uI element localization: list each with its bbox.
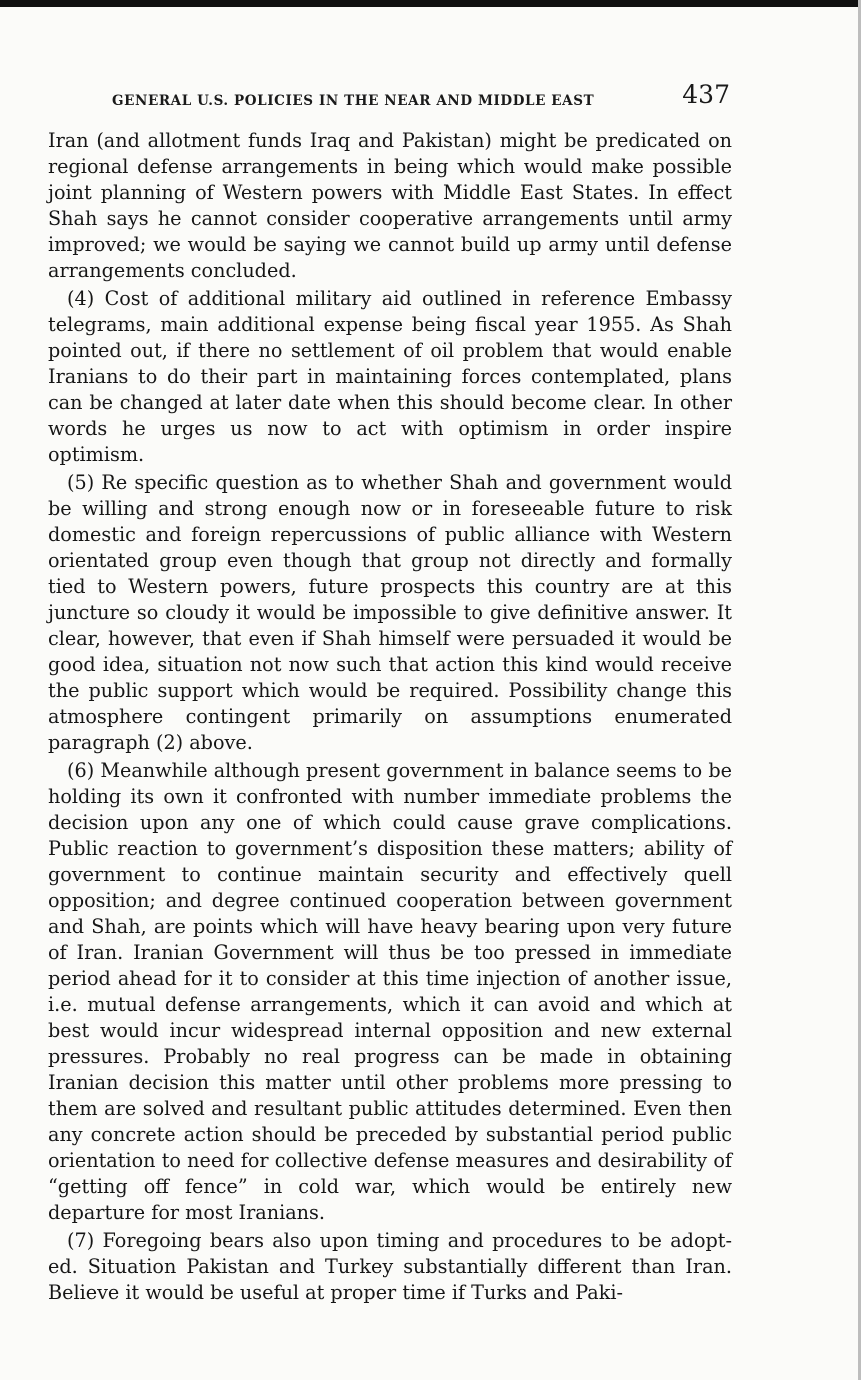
top-border — [0, 0, 861, 7]
paragraph-7: (7) Foregoing bears also upon timing and procedures to be adopted. Situation Pakistan and Turkey substantially different than Iran. Believe it would be useful at proper time if Turks and Paki- — [48, 1229, 732, 1304]
paragraph-4: (4) Cost of additional military aid outlined in reference Embassy telegrams, main additional expense being fiscal year 1955. As Shah pointed out, if there no settlement of oil problem that would enable Iranians to do their part in maintaining forces contemplated, plans can be changed at later date when this should become clear. In other words he urges us now to act with optimism in order inspire optimism. — [48, 287, 732, 466]
paragraph-6: (6) Meanwhile although present government in balance seems to be holding its own it confronted with number immediate problems the decision upon any one of which could cause grave complications. Public reaction to government’s disposition these matters; ability of government to continue maintain security and effectively quell opposition; and degree continued cooperation between government and Shah, are points which will have heavy bearing upon very future of Iran. Iranian Government will thus be too pressed in immediate period ahead for it to consider at this time injection of another issue, i.e. mutual defense arrangements, which it can avoid and which at best would incur widespread internal opposition and new external pressures. Probably no real progress can be made in obtaining Iranian decision this matter until other problems more pressing to them are solved and resultant public attitudes determined. Even then any concrete action should be preceded by substantial period public orientation to need for collective defense measures and desirability of “getting off fence” in cold war, which would be entirely new departure for most Iranians. — [48, 759, 732, 1224]
paragraph-continued: Iran (and allotment funds Iraq and Pakistan) might be predicated on regional defense arrangements in being which would make possible joint planning of Western powers with Middle East States. In effect Shah says he cannot consider cooperative arrangements until army improved; we would be saying we cannot build up army until defense arrangements concluded. — [48, 129, 732, 282]
body-text — [48, 128, 732, 1306]
page-number: 437 — [682, 80, 730, 109]
running-head: GENERAL U.S. POLICIES IN THE NEAR AND MIDDLE EAST — [112, 93, 595, 109]
page-header — [48, 80, 732, 114]
paragraph-5: (5) Re specific question as to whether Shah and government would be willing and strong enough now or in foreseeable future to risk domestic and foreign repercussions of public alliance with Western orientated group even though that group not directly and formally tied to Western powers, future prospects this country are at this juncture so cloudy it would be impossible to give definitive answer. It clear, however, that even if Shah himself were persuaded it would be good idea, situation not now such that action this kind would receive the public support which would be required. Possibility change this atmosphere contingent primarily on assumptions enumerated paragraph (2) above. — [48, 471, 732, 754]
